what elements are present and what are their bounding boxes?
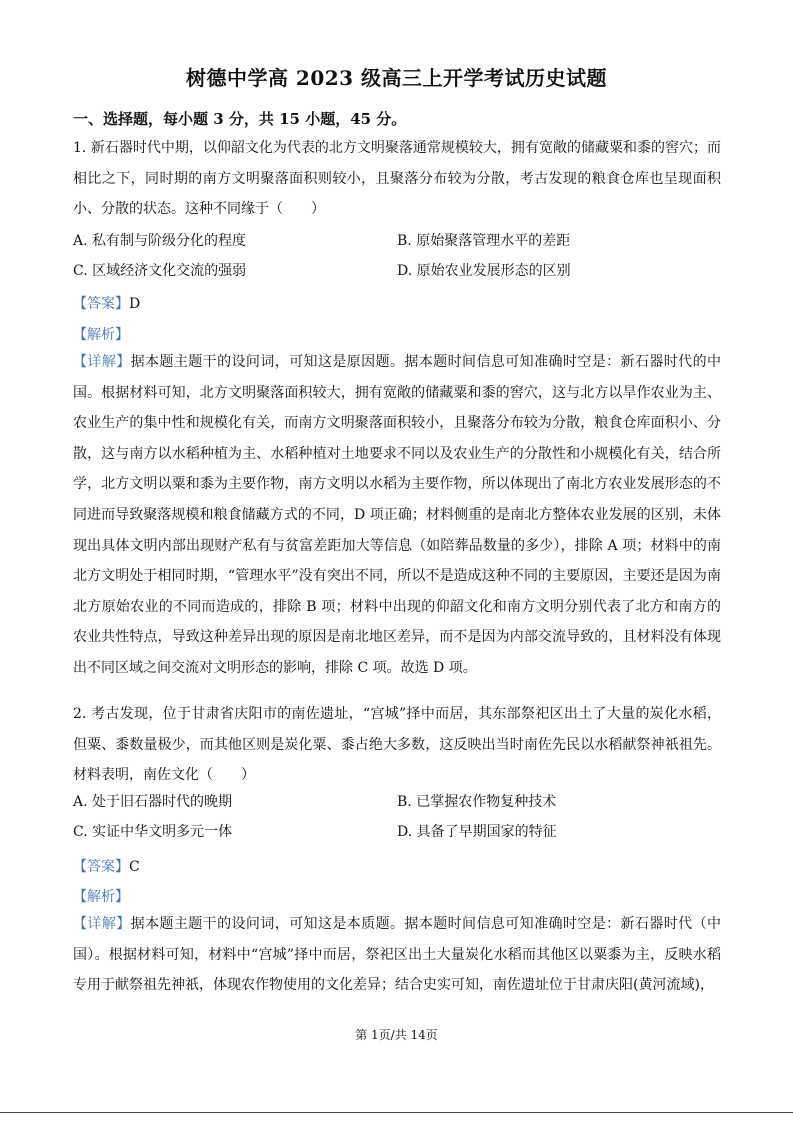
detail-text: 据本题主题干的设问词，可知这是本质题。据本题时间信息可知准确时空是：新石器时代（中国）。根据材料可知，材料中“宫城”择中而居，祭祀区出土大量炭化水稻而其他区以粟黍为主，反映水稻专用于献祭祖先神祇，体现农作物使用的文化差异；结合史实可知，南佐遗址位于甘肃庆阳(黄河流域)，	[73, 916, 722, 994]
page-title: 树德中学高 2023 级高三上开学考试历史试题	[185, 66, 608, 90]
q2-option-d: D. 具备了早期国家的特征	[397, 824, 557, 840]
detail-text: 据本题主题干的设问词，可知这是原因题。据本题时间信息可知准确时空是：新石器时代的中国。根据材料可知，北方文明聚落面积较大，拥有宽敞的储藏粟和黍的窖穴，这与北方以旱作农业为主、农业生产的集中性和规模化有关，而南方文明聚落面积较小，且聚落分布较为分散，粮食仓库面积小、分散，这与南方以水稻种植为主、水稻种植对土地要求不同以及农业生产的分散性和小规模化有关，结合所学，北方文明以粟和黍为主要作物，南方文明以水稻为主要作物，所以体现出了南北方农业发展形态的不同进而导致聚落规模和粮食储藏方式的不同，D 项正确；材料侧重的是南北方整体农业发展的区别，未体现出具体文明内部出现财产私有与贫富差距加大等信息（如陪葬品数量的多少），排除 A 项；材料中的南北方文明处于相同时期，“管理水平”没有突出不同，所以不是造成这种不同的主要原因，主要还是因为南北方原始农业的不同而造成的，排除 B 项；材料中出现的仰韶文化和南方文明分别代表了北方和南方的农业共性特点，导致这种差异出现的原因是南北地区差异，而不是因为内部交流导致的，且材料没有体现出不同区域之间交流对文明形态的影响，排除 C 项。故选 D 项。	[73, 354, 722, 676]
q1-analysis-tag: 【解析】	[73, 327, 129, 343]
answer-value: C	[129, 859, 140, 875]
q2-answer	[73, 857, 140, 877]
bottom-divider	[0, 1112, 793, 1113]
answer-value: D	[129, 296, 141, 312]
q2-analysis-tag: 【解析】	[73, 889, 129, 905]
q1-answer	[73, 294, 140, 314]
q1-detail	[73, 347, 721, 684]
q2-option-b: B. 已掌握农作物复种技术	[397, 794, 557, 810]
q2-option-c: C. 实证中华文明多元一体	[73, 824, 233, 840]
q2-option-a: A. 处于旧石器时代的晚期	[73, 794, 233, 810]
question-2-stem: 2. 考古发现，位于甘肃省庆阳市的南佐遗址，“宫城”择中而居，其东部祭祀区出土了大量的炭化水稻，但粟、黍数量极少，而其他区则是炭化粟、黍占绝大多数，这反映出当时南佐先民以水稻献祭神祇祖先。材料表明，南佐文化（ ）	[73, 706, 721, 784]
q1-option-a: A. 私有制与阶级分化的程度	[73, 233, 247, 249]
question-1-stem: 1. 新石器时代中期，以仰韶文化为代表的北方文明聚落通常规模较大，拥有宽敞的储藏粟和黍的窖穴；而相比之下，同时期的南方文明聚落面积则较小，且聚落分布较为分散，考古发现的粮食仓库也呈现面积小、分散的状态。这种不同缘于（ ）	[73, 140, 721, 218]
detail-tag: 【详解】	[73, 916, 131, 932]
page-footer: 第 1页/共 14页	[355, 1028, 438, 1042]
answer-tag: 【答案】	[73, 296, 129, 312]
detail-tag: 【详解】	[73, 354, 131, 370]
q1-option-c: C. 区域经济文化交流的强弱	[73, 263, 247, 279]
q2-detail	[73, 909, 721, 1001]
section-heading: 一、选择题，每小题 3 分，共 15 小题，45 分。	[73, 110, 407, 128]
answer-tag: 【答案】	[73, 859, 129, 875]
q1-option-b: B. 原始聚落管理水平的差距	[397, 233, 571, 249]
q1-option-d: D. 原始农业发展形态的区别	[397, 263, 571, 279]
